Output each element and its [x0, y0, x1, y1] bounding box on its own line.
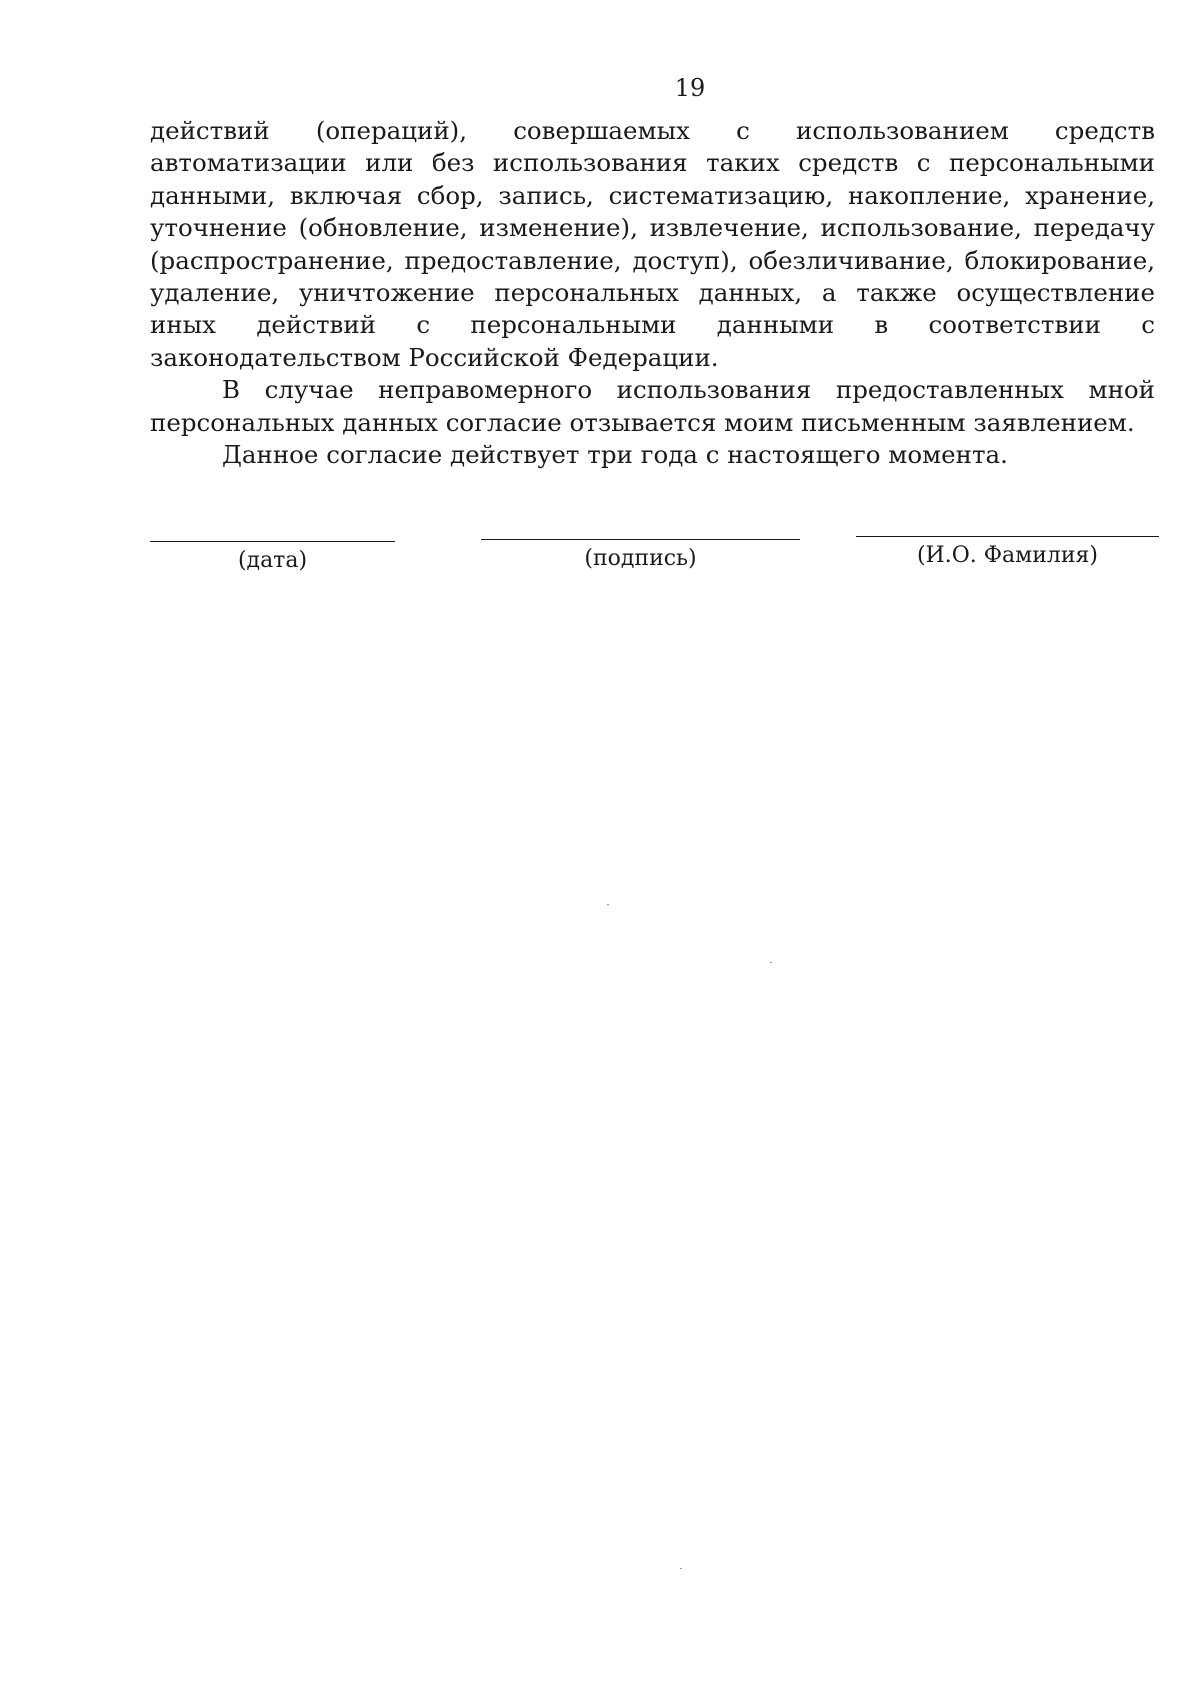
- paragraph-continuation: действий (операций), совершаемых с использованием средств автоматизации или без использования таких средств с персональными данными, включая сбор, запись, систематизацию, накопление, хранение, уточнение (обновление, изменение), извлечение, использование, передачу (распространение, предоставление, доступ), обезличивание, блокирование, удаление, уничтожение персональных данных, а также осуществление иных действий с персональными данными в соответствии с законодательством Российской Федерации.: [150, 116, 1155, 372]
- paragraph-validity: Данное согласие действует три года с настоящего момента.: [222, 440, 1008, 470]
- signature-underline: [481, 539, 800, 540]
- name-caption: (И.О. Фамилия): [916, 543, 1099, 568]
- signature-field-name: [856, 536, 1159, 568]
- date-caption: (дата): [237, 548, 308, 573]
- scan-speck: [770, 962, 772, 963]
- document-body: [150, 115, 1155, 471]
- name-underline: [856, 536, 1159, 537]
- page-number: 19: [674, 74, 706, 102]
- paragraph-revocation: В случае неправомерного использования предоставленных мной персональных данных согласие отзывается моим письменным заявлением.: [150, 375, 1155, 437]
- signature-field-signature: [481, 539, 800, 571]
- scan-speck: [680, 1568, 682, 1569]
- date-underline: [150, 541, 395, 542]
- scan-speck: [607, 904, 609, 905]
- signature-caption: (подпись): [584, 546, 697, 571]
- signature-field-date: [150, 541, 395, 573]
